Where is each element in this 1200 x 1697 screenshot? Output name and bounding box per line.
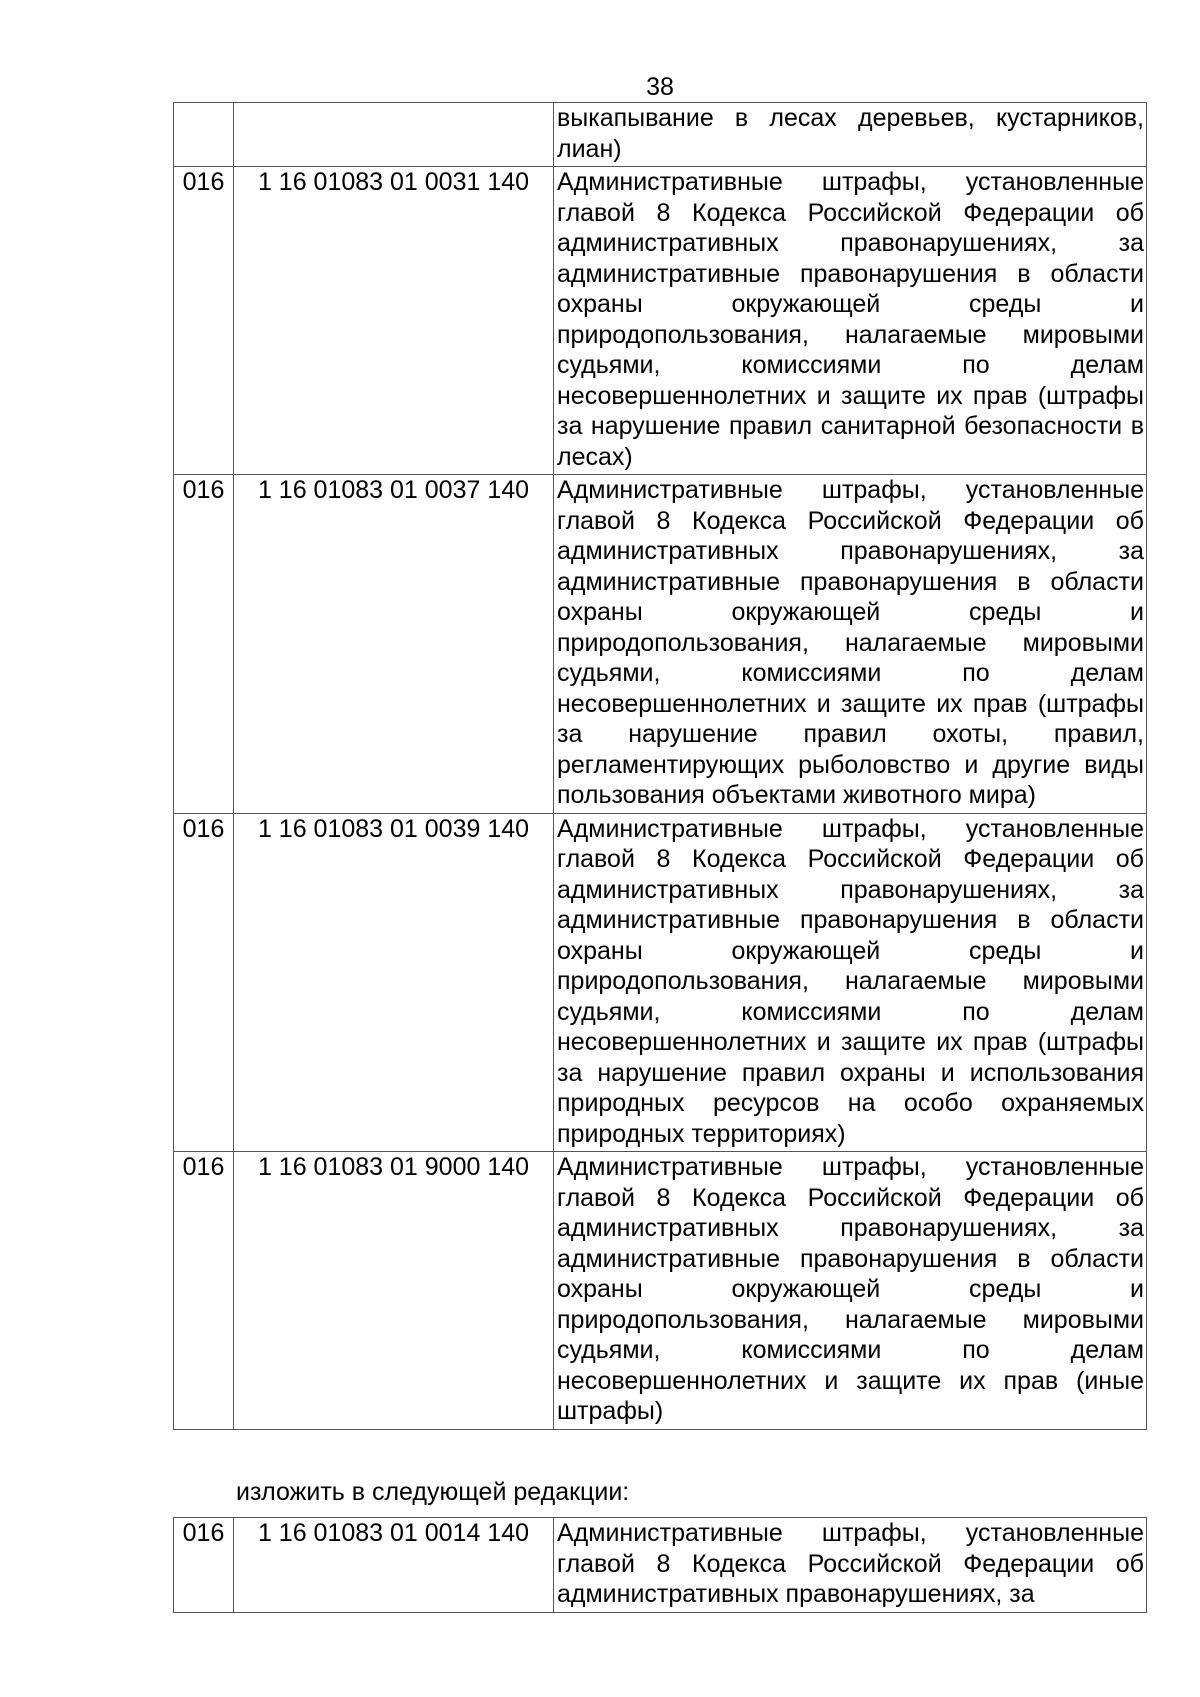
description-cell: выкапывание в лесах деревьев, кустарников, лиан) <box>554 103 1147 167</box>
table-row <box>174 1518 1147 1613</box>
budget-codes-table <box>173 102 1147 1430</box>
admin-code-cell: 016 <box>174 1518 234 1613</box>
kbk-code-cell <box>234 103 554 167</box>
description-cell: Административные штрафы, установленные главой 8 Кодекса Российской Федерации об административных правонарушениях, за <box>554 1518 1147 1613</box>
kbk-code-cell: 1 16 01083 01 0037 140 <box>234 475 554 814</box>
new-wording-table <box>173 1517 1147 1613</box>
description-cell: Административные штрафы, установленные главой 8 Кодекса Российской Федерации об административных правонарушениях, за административные правонарушения в области охраны окружающей среды и природопользования, налагаемые мировыми судьями, комиссиями по делам несовершеннолетних и защите их прав (штрафы за нарушение правил охоты, правил, регламентирующих рыболовство и другие виды пользования объектами животного мира) <box>554 475 1147 814</box>
description-cell: Административные штрафы, установленные главой 8 Кодекса Российской Федерации об административных правонарушениях, за административные правонарушения в области охраны окружающей среды и природопользования, налагаемые мировыми судьями, комиссиями по делам несовершеннолетних и защите их прав (штрафы за нарушение правил охраны и использования природных ресурсов на особо охраняемых природных территориях) <box>554 813 1147 1152</box>
kbk-code-cell: 1 16 01083 01 0031 140 <box>234 167 554 475</box>
table-row <box>174 167 1147 475</box>
kbk-code-cell: 1 16 01083 01 9000 140 <box>234 1152 554 1430</box>
amendment-instruction: изложить в следующей редакции: <box>236 1478 630 1506</box>
table-row <box>174 475 1147 814</box>
table-row <box>174 103 1147 167</box>
admin-code-cell: 016 <box>174 1152 234 1430</box>
description-cell: Административные штрафы, установленные главой 8 Кодекса Российской Федерации об административных правонарушениях, за административные правонарушения в области охраны окружающей среды и природопользования, налагаемые мировыми судьями, комиссиями по делам несовершеннолетних и защите их прав (иные штрафы) <box>554 1152 1147 1430</box>
table-row <box>174 813 1147 1152</box>
admin-code-cell <box>174 103 234 167</box>
page-number: 38 <box>646 73 674 101</box>
kbk-code-cell: 1 16 01083 01 0014 140 <box>234 1518 554 1613</box>
admin-code-cell: 016 <box>174 813 234 1152</box>
description-cell: Административные штрафы, установленные главой 8 Кодекса Российской Федерации об административных правонарушениях, за административные правонарушения в области охраны окружающей среды и природопользования, налагаемые мировыми судьями, комиссиями по делам несовершеннолетних и защите их прав (штрафы за нарушение правил санитарной безопасности в лесах) <box>554 167 1147 475</box>
table-row <box>174 1152 1147 1430</box>
admin-code-cell: 016 <box>174 475 234 814</box>
admin-code-cell: 016 <box>174 167 234 475</box>
kbk-code-cell: 1 16 01083 01 0039 140 <box>234 813 554 1152</box>
